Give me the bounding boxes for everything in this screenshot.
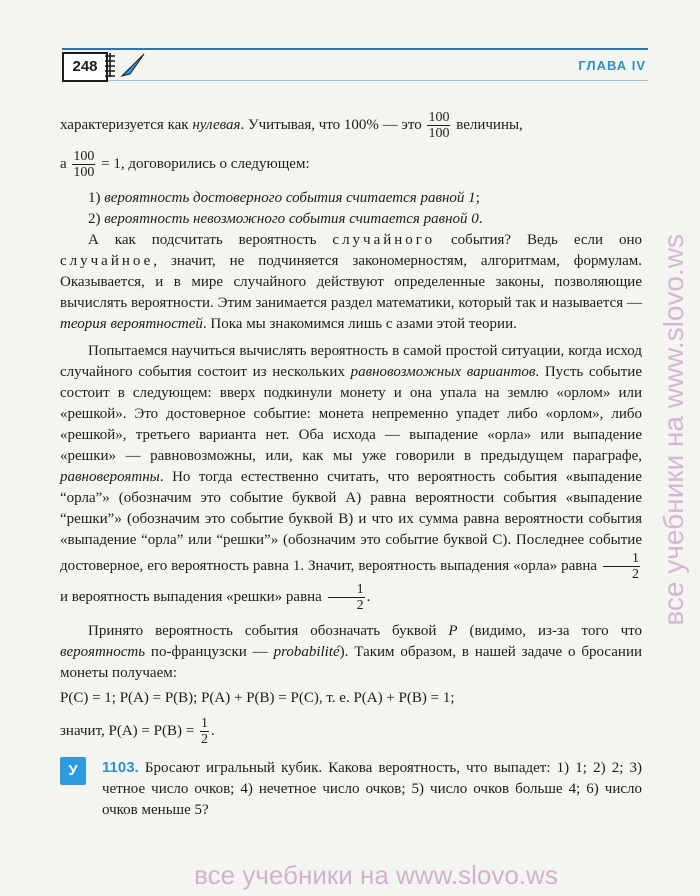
exercise-1103 — [60, 757, 642, 821]
text: и вероятность выпадения «решки» равна — [60, 588, 326, 605]
text: . Пусть событие состоит в следующем: вверх подкинули монету и она упала на землю «орлом» или «решкой». Это достоверное событие: монета непременно упадет либо «орлом», либо «решкой», третьего варианта нет. Оба исхода — выпадение «орла» или выпадение «решки» — равновозможны, или, как мы уже говорили в предыдущем параграфе, — [60, 364, 642, 464]
watermark-text: все учебники на www.slovo.ws — [658, 234, 689, 626]
paragraph-2 — [60, 149, 642, 180]
italic-term: нулевая — [192, 116, 241, 133]
text: . Учитывая, что 100% — это — [240, 116, 426, 133]
pen-nib-icon — [120, 52, 146, 78]
exercise-level-badge: У — [60, 757, 86, 785]
italic-term: probabilité — [273, 644, 340, 660]
formula-line-1: P(C) = 1; P(A) = P(B); P(A) + P(B) = P(C), т. е. P(A) + P(B) = 1; — [60, 690, 455, 706]
spaced-term: случайного — [332, 232, 436, 248]
text: ). Таким образом, в нашей задаче о бросании монеты получаем: — [60, 644, 642, 681]
text: характеризуется как — [60, 116, 193, 133]
fraction-denominator: 100 — [428, 126, 450, 141]
fraction-numerator: 100 — [428, 110, 450, 125]
text: Принято вероятность события обозначать буквой — [88, 623, 449, 639]
text: . — [366, 588, 371, 605]
exercise-number: 1103. — [102, 759, 139, 776]
fraction-half — [200, 716, 209, 747]
italic-term: теория вероятностей — [60, 316, 203, 332]
text: , значит, не подчиняется закономерностям, алгоритмам, формулам. Оказывается, и в мире случайного действуют определенные законы, позволяющие вычислять вероятности. Этим занимается раздел математики, который так и называется — — [60, 253, 642, 311]
text: значит, P(A) = P(B) = — [60, 722, 198, 739]
header-rule — [62, 48, 648, 81]
fraction-half — [328, 582, 365, 613]
spaced-term: случайное — [60, 253, 154, 269]
text: А как подсчитать вероятность — [88, 232, 333, 248]
fraction-numerator: 100 — [73, 149, 95, 164]
fraction-numerator: 1 — [603, 551, 640, 567]
paragraph-1 — [60, 110, 642, 141]
watermark-bottom: все учебники на www.slovo.ws — [194, 860, 558, 890]
paragraph-5 — [60, 621, 642, 684]
text: по-французски — — [145, 644, 274, 660]
fraction-denominator: 2 — [356, 598, 364, 613]
watermark-vertical — [652, 90, 696, 770]
fraction — [427, 110, 450, 141]
fraction — [72, 149, 95, 180]
rule-number: 2) — [88, 211, 105, 227]
fraction-denominator: 2 — [632, 567, 639, 582]
fraction-denominator: 100 — [73, 165, 95, 180]
text: ; — [475, 190, 480, 206]
text: Бросают игральный кубик. Какова вероятность, что выпадет: 1) 1; 2) 2; 3) четное число очков; 4) нечетное число очков; 5) число очков больше 4; 6) число очков меньше 5? — [102, 760, 642, 818]
italic-term: равновозможных вариантов — [350, 364, 536, 380]
italic-term: вероятность — [60, 644, 146, 660]
rule-1 — [60, 188, 642, 209]
fraction-numerator: 1 — [200, 716, 208, 731]
italic-term: P — [448, 623, 458, 639]
rule-text: вероятность невозможного события считается равной 0 — [104, 211, 479, 227]
fraction-half — [603, 551, 640, 582]
formula-line-2 — [60, 716, 642, 747]
fraction-denominator: 2 — [200, 732, 208, 747]
paragraph-4 — [60, 341, 642, 613]
text: (видимо, из-за того что — [457, 623, 643, 639]
page-body — [60, 110, 642, 821]
rule-text: вероятность достоверного события считается равной 1 — [104, 190, 476, 206]
chapter-title: ГЛАВА IV — [578, 58, 646, 73]
text: величины, — [452, 116, 523, 133]
text: . — [478, 211, 483, 227]
paragraph-3 — [60, 230, 642, 335]
rule-number: 1) — [88, 190, 105, 206]
text: Попытаемся научиться вычислять вероятность в самой простой ситуации, когда исход случайного события состоит из нескольких — [60, 343, 642, 380]
page-number: 248 — [62, 52, 108, 82]
rule-2 — [60, 209, 642, 230]
text: а — [60, 155, 71, 172]
italic-term: равновероятны — [60, 469, 160, 485]
spiral-binding-icon — [103, 52, 117, 78]
text: . Но тогда естественно считать, что вероятность события «выпадение “орла”» (обозначим это событие буквой A) равна вероятности события «выпадение “решки”» (обозначим это событие буквой B) и что их сумма равна вероятности события «выпадение “орла” или “решки”» (обозначим это событие буквой C). Последнее событие достоверное, его вероятность равна 1. Значит, вероятность выпадения «орла» равна — [60, 469, 642, 574]
text: . Пока мы знакомимся лишь с азами этой теории. — [202, 316, 517, 332]
text: = 1, договорились о следующем: — [97, 155, 310, 172]
exercise-text — [102, 757, 642, 821]
fraction-numerator: 1 — [328, 582, 365, 598]
text: события? Ведь если оно — [435, 232, 642, 248]
text: . — [210, 722, 215, 739]
